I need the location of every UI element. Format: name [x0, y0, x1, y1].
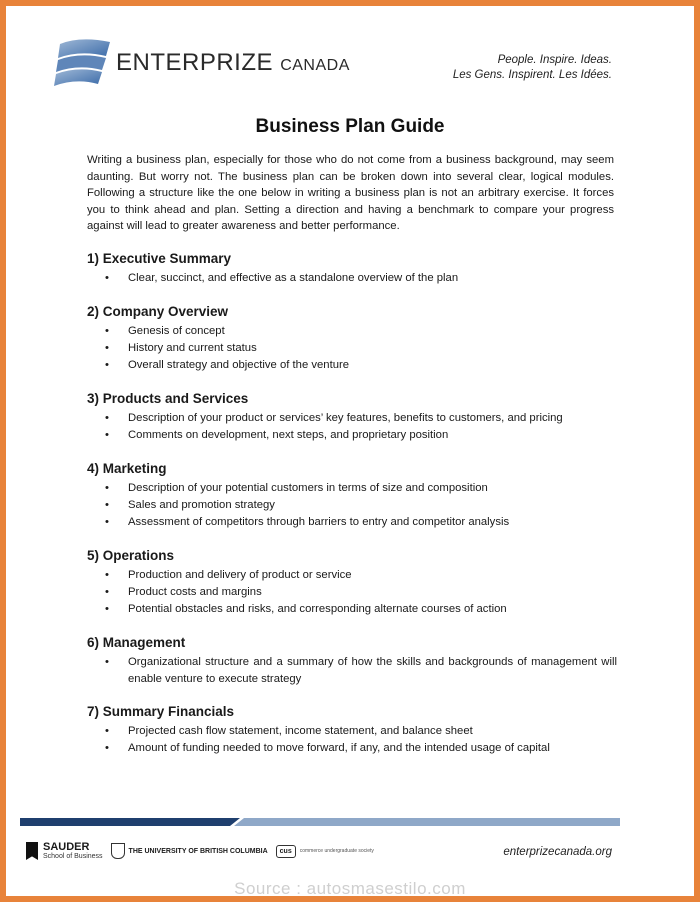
document-page: [6, 6, 694, 896]
list-item: • Genesis of concept: [87, 323, 617, 340]
footer-divider: [20, 818, 620, 826]
section-heading: 1) Executive Summary: [87, 251, 232, 266]
section-marketing: [87, 460, 617, 531]
sauder-mark-icon: [26, 842, 38, 860]
list-item: • Sales and promotion strategy: [87, 497, 617, 514]
page-title: Business Plan Guide: [255, 116, 445, 137]
tagline: [453, 53, 612, 83]
section-heading: 6) Management: [87, 635, 186, 650]
section-management: [87, 634, 617, 688]
section-heading: 3) Products and Services: [87, 391, 249, 406]
source-watermark: Source : autosmasestilo.com: [234, 879, 466, 896]
section-heading: 4) Marketing: [87, 461, 167, 476]
ubc-crest-icon: [111, 843, 125, 859]
list-item: • Amount of funding needed to move forward, if any, and the intended usage of capital: [87, 740, 617, 757]
list-item: • Description of your potential customers in terms of size and composition: [87, 480, 617, 497]
list-item: • Assessment of competitors through barriers to entry and competitor analysis: [87, 514, 617, 531]
list-item: • Organizational structure and a summary of how the skills and backgrounds of management will enable venture to execute strategy: [87, 654, 617, 688]
brand-main: ENTERPRIZE: [116, 49, 274, 76]
sauder-name: SAUDER: [43, 841, 90, 853]
section-operations: [87, 547, 617, 618]
sponsor-logos: [26, 842, 374, 860]
tagline-fr: Les Gens. Inspirent. Les Idées.: [452, 69, 612, 81]
list-item: • Potential obstacles and risks, and corresponding alternate courses of action: [87, 601, 617, 618]
website-url: enterprizecanada.org: [503, 846, 612, 858]
section-heading: 7) Summary Financials: [87, 704, 235, 719]
brand-name: [116, 49, 350, 77]
section-products-services: [87, 390, 617, 444]
list-item: • Comments on development, next steps, and proprietary position: [87, 427, 617, 444]
list-item: • Overall strategy and objective of the venture: [87, 357, 617, 374]
section-summary-financials: [87, 703, 617, 757]
ubc-name: THE UNIVERSITY OF BRITISH COLUMBIA: [128, 847, 268, 855]
section-company-overview: [87, 303, 617, 374]
intro-paragraph: Writing a business plan, especially for those who do not come from a business background, may seem daunting. But worry not. The business plan can be broken down into several clear, logical modules. Following a structure like the one below in writing a business plan is not an arbitrary exercise. It forces you to think ahead and plan. Setting a direction and having a benchmark to compare your progress against will lead to greater awareness and better performance.: [87, 154, 614, 232]
sauder-logo: [26, 842, 103, 860]
list-item: • Product costs and margins: [87, 584, 617, 601]
list-item: • Production and delivery of product or service: [87, 567, 617, 584]
section-heading: 5) Operations: [87, 548, 175, 563]
sauder-school: School of Business: [43, 853, 103, 860]
cus-logo: [276, 845, 374, 858]
list-item: • Clear, succinct, and effective as a standalone overview of the plan: [87, 270, 617, 287]
list-item: • Projected cash flow statement, income statement, and balance sheet: [87, 723, 617, 740]
list-item: • History and current status: [87, 340, 617, 357]
enterprize-logo-icon: [50, 34, 116, 90]
section-heading: 2) Company Overview: [87, 304, 229, 319]
ubc-logo: [111, 843, 268, 859]
brand-sub: CANADA: [280, 57, 350, 74]
cus-mark: cus: [276, 845, 296, 858]
cus-description: commerce undergraduate society: [299, 848, 374, 854]
section-executive-summary: [87, 250, 617, 287]
tagline-en: People. Inspire. Ideas.: [497, 54, 612, 66]
list-item: • Description of your product or services’ key features, benefits to customers, and pricing: [87, 410, 617, 427]
